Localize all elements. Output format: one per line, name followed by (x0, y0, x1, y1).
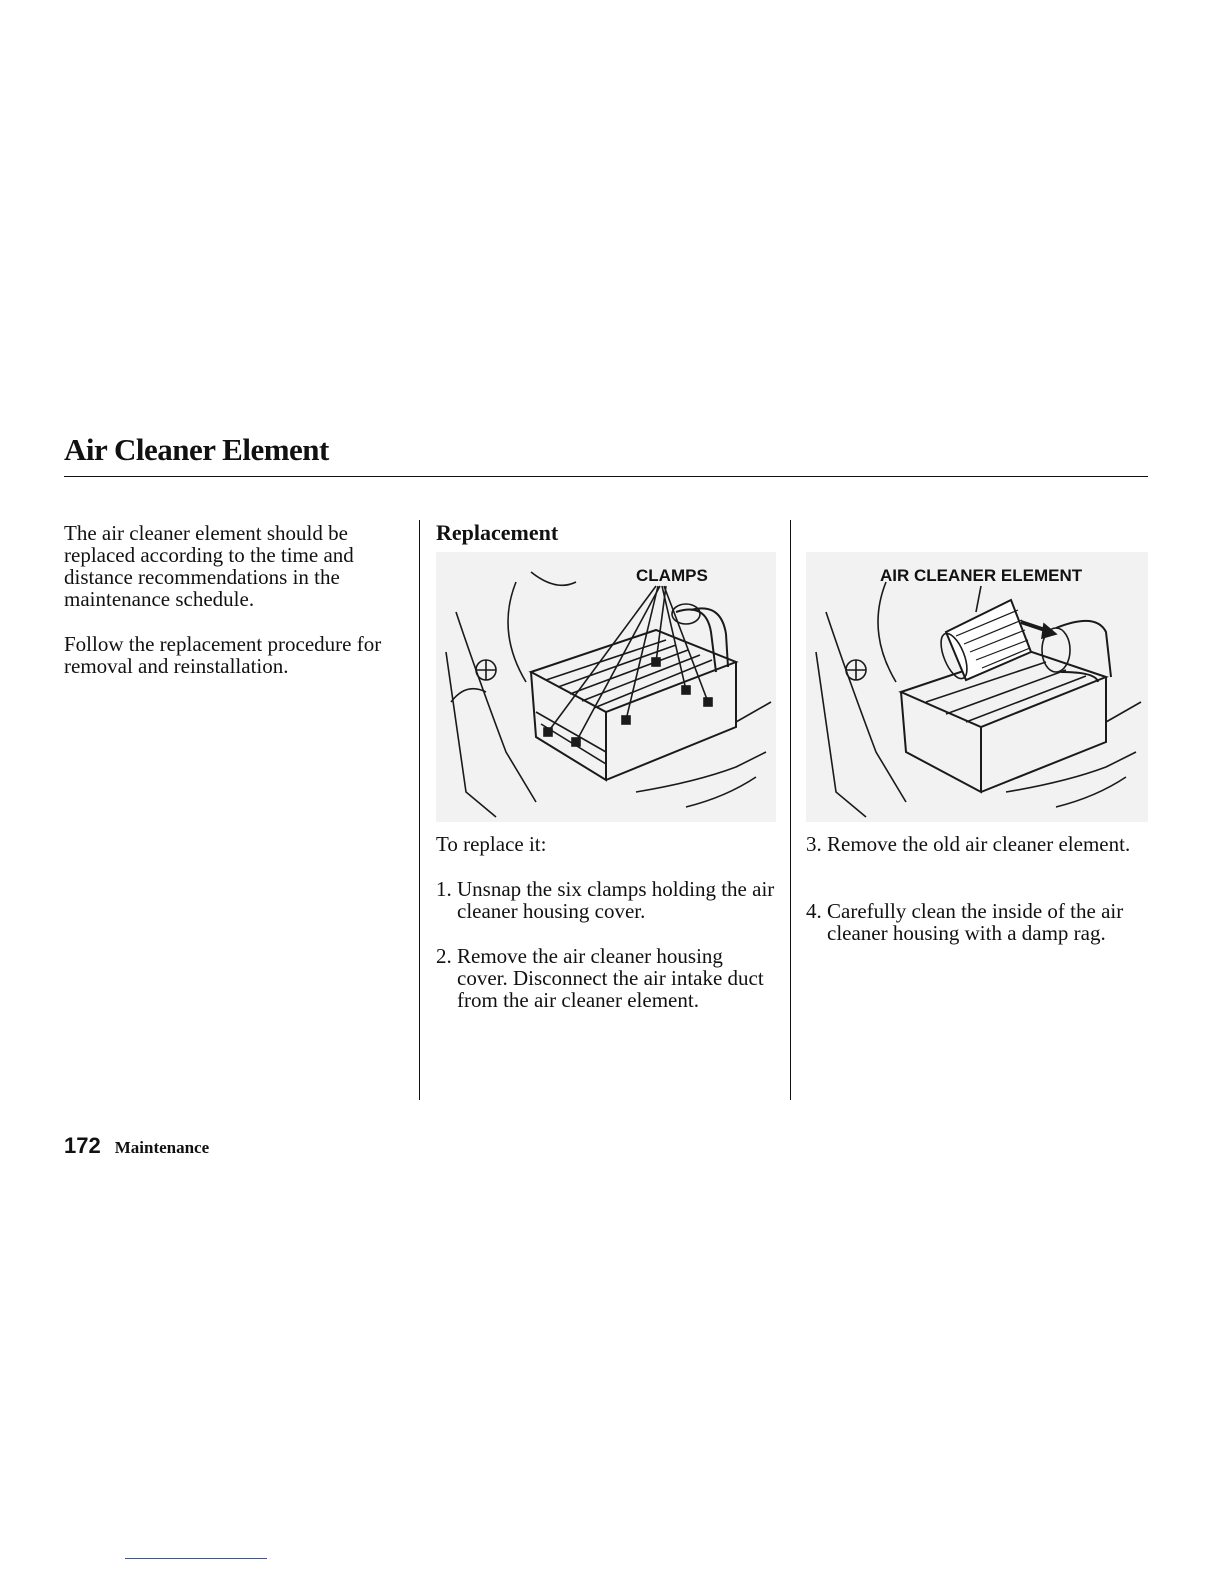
step-number: 4. (806, 899, 822, 923)
step-item (806, 833, 1136, 855)
step-item (436, 878, 776, 922)
page-title: Air Cleaner Element (64, 432, 329, 467)
air-cleaner-element-label: AIR CLEANER ELEMENT (880, 566, 1083, 585)
column-divider (419, 520, 420, 1100)
air-cleaner-element-illustration (806, 552, 1148, 822)
bottom-rule (125, 1558, 267, 1559)
step-number: 1. (436, 877, 452, 901)
intro-paragraph: Follow the replacement procedure for removal and reinstallation. (64, 632, 382, 678)
section-heading: Replacement (436, 520, 559, 545)
step-number: 3. (806, 832, 822, 856)
engine-bay-drawing (436, 552, 776, 822)
page-number: 172 (64, 1133, 101, 1158)
step-item (436, 945, 776, 1011)
step-text: Remove the old air cleaner element. (827, 832, 1131, 856)
footer-section-name: Maintenance (114, 1138, 210, 1157)
procedure-lead: To replace it: (436, 832, 547, 856)
clamps-illustration (436, 552, 776, 822)
step-item (806, 900, 1136, 944)
page-footer (64, 1133, 209, 1159)
step-number: 2. (436, 944, 452, 968)
intro-paragraph: The air cleaner element should be replaced according to the time and distance recommendations in the maintenance schedule. (64, 521, 354, 611)
column-divider (790, 520, 791, 1100)
engine-bay-drawing (806, 552, 1148, 822)
clamps-label: CLAMPS (636, 566, 708, 585)
title-rule (64, 476, 1148, 477)
step-text: Carefully clean the inside of the air cleaner housing with a damp rag. (827, 899, 1124, 945)
step-text: Unsnap the six clamps holding the air cleaner housing cover. (457, 877, 775, 923)
step-text: Remove the air cleaner housing cover. Disconnect the air intake duct from the air cleaner element. (457, 944, 764, 1012)
